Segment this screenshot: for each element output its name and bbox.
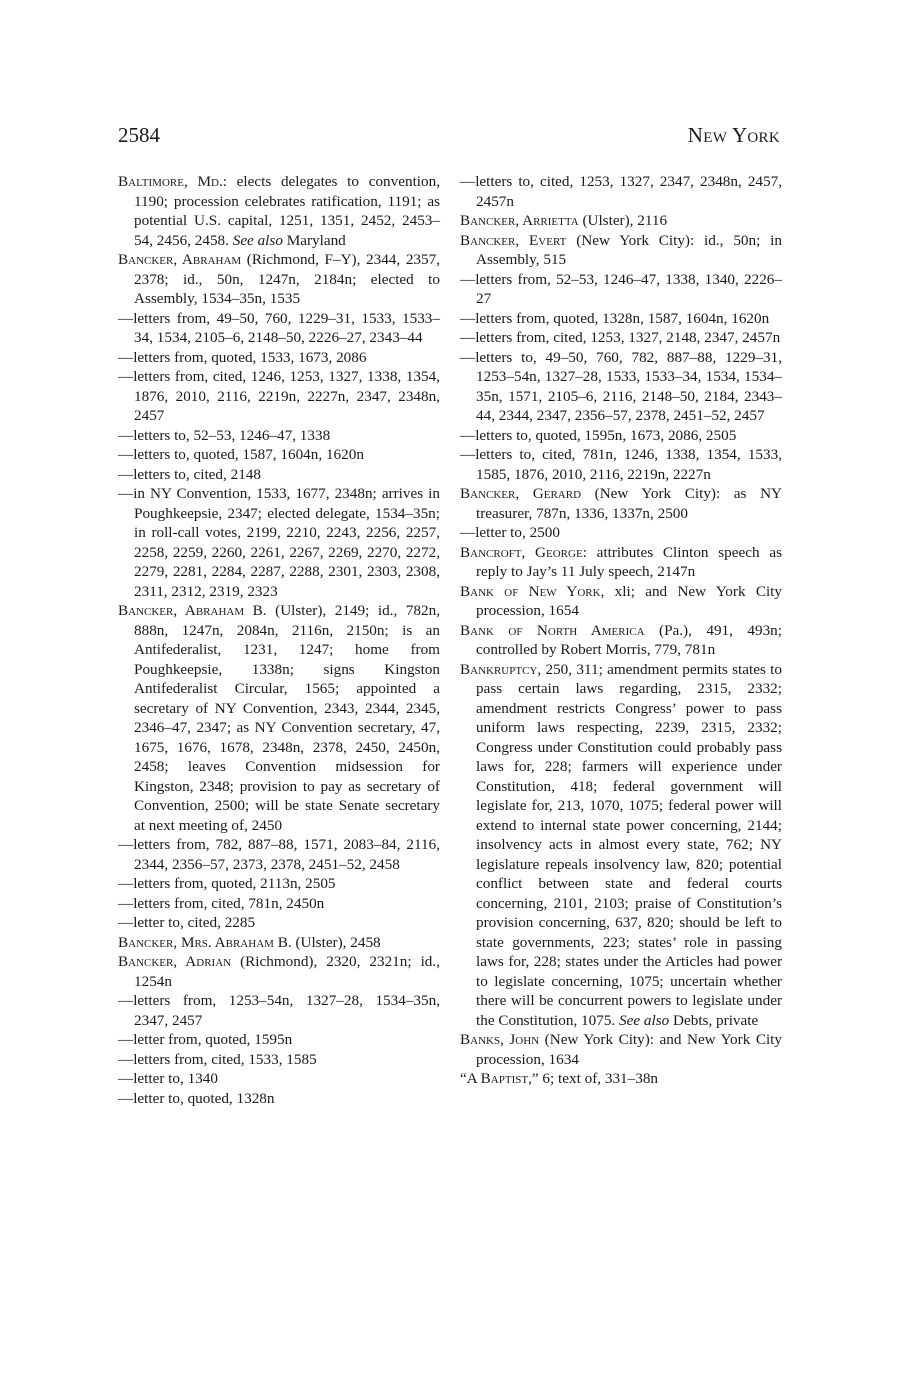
- entry-heading: Bancroft, George: [460, 543, 583, 561]
- index-subentry: [118, 874, 440, 894]
- entry-locators: —letter to, 2500: [460, 524, 560, 541]
- index-entry: [460, 582, 782, 621]
- index-entry: [118, 933, 440, 953]
- entry-locators: —letters to, 52–53, 1246–47, 1338: [118, 426, 331, 444]
- entry-locators: (New York City): as NY treasurer, 787n, 1336, 1337n, 2500: [476, 485, 783, 522]
- entry-locators: (Ulster), 2149; id., 782n, 888n, 1247n, 2084n, 2116n, 2150n; is an Antifederalist, 1231, 1247; home from Poughkeepsie, 1338n; signs Kingston Antifederalist Circular, 1565; appointed a secretary of NY Convention, 2343, 2344, 2345, 2346–47, 2347; as NY Convention secretary, 47, 1675, 1676, 1678, 2348n, 2378, 2450, 2450n, 2458; leaves Convention midsession for Kingston, 2348; provision to pay as secretary of Convention, 2500; will be state Senate secretary at next meeting of, 2450: [134, 602, 440, 834]
- page-number: 2584: [118, 123, 160, 147]
- index-entry: [460, 660, 782, 1031]
- index-subentry: [118, 367, 440, 426]
- entry-locators: (Ulster), 2458: [291, 933, 381, 951]
- entry-locators: —letters from, cited, 781n, 2450n: [118, 894, 325, 912]
- index-subentry: [460, 328, 782, 348]
- entry-heading: Bancker, Abraham: [118, 251, 242, 268]
- entry-prefix: “: [460, 1070, 467, 1087]
- index-subentry: [118, 1030, 440, 1050]
- entry-locators: —letters from, 782, 887–88, 1571, 2083–84, 2116, 2344, 2356–57, 2373, 2378, 2451–52, 2458: [118, 836, 440, 873]
- index-subentry: [118, 991, 440, 1030]
- entry-locators: (Richmond), 2320, 2321n; id., 1254n: [134, 953, 440, 990]
- entry-locators: —letters from, cited, 1246, 1253, 1327, 1338, 1354, 1876, 2010, 2116, 2219n, 2227n, 2347, 2348n, 2457: [118, 368, 440, 424]
- index-subentry: [118, 445, 440, 465]
- entry-heading: Banks, John: [460, 1031, 540, 1048]
- entry-locators: (New York City): and New York City procession, 1634: [476, 1031, 782, 1068]
- entry-heading: Bankruptcy: [460, 660, 538, 678]
- entry-locators: , 250, 311; amendment permits states to pass certain laws regarding, 2315, 2332; amendment restricts Congress’ power to pass uniform laws respecting, 2239, 2315, 2332; Congress under Constitution could probably pass laws for, 228; farmers will experience under Constitution, 418; federal government will legislate for, 213, 1070, 1075; federal power will extend to internal state power concerning, 2144; insolvency acts in almost every state, 762; NY legislature repeals insolvency law, 820; potential conflict between state and federal courts concerning, 2101, 2103; praise of Constitution’s provision concerning, 637, 820; should be left to state governments, 223; states’ role in passing laws for, 228; states under the Articles had power to legislate concerning, 1075; uncertain whether there will be concurrent powers to legislate under the Constitution, 1075.: [476, 660, 782, 1029]
- entry-locators: —letters to, cited, 2148: [118, 465, 261, 483]
- entry-locators: —in NY Convention, 1533, 1677, 2348n; arrives in Poughkeepsie, 2347; elected delegate, 1534–35n; in roll-call votes, 2199, 2210, 2243, 2256, 2257, 2258, 2259, 2260, 2261, 2267, 2269, 2270, 2272, 2279, 2281, 2284, 2287, 2288, 2301, 2303, 2308, 2311, 2312, 2319, 2323: [118, 485, 440, 600]
- index-subentry: [460, 270, 782, 309]
- entry-heading: Bancker, Gerard: [460, 485, 582, 502]
- entry-heading: Bancker, Adrian: [118, 953, 232, 970]
- index-subentry: [460, 309, 782, 329]
- entry-locators: (Ulster), 2116: [578, 212, 668, 229]
- entry-locators: —letters to, 49–50, 760, 782, 887–88, 1229–31, 1253–54n, 1327–28, 1533, 1533–34, 1534, 1534–35n, 1571, 2105–6, 2116, 2148–50, 2184, 2343–44, 2344, 2347, 2356–57, 2378, 2451–52, 2457: [460, 348, 782, 424]
- entry-locators: : attributes Clinton speech as reply to Jay’s 11 July speech, 2147n: [476, 543, 782, 580]
- entry-heading: Bank of New York: [460, 582, 601, 600]
- entry-heading: Bank of North America: [460, 621, 645, 639]
- entry-heading: Bancker, Evert: [460, 231, 567, 249]
- entry-locators: —letters from, quoted, 2113n, 2505: [118, 875, 336, 892]
- entry-locators: : elects delegates to convention, 1190; procession celebrates ratification, 1191; as potential U.S. capital, 1251, 1351, 2452, 2453–54, 2456, 2458.: [134, 173, 440, 249]
- index-subentry: [118, 1050, 440, 1070]
- index-entry: [118, 952, 440, 991]
- index-subentry: [460, 426, 782, 446]
- entry-locators: —letter from, quoted, 1595n: [118, 1031, 293, 1048]
- index-subentry: [118, 426, 440, 446]
- see-also-reference: See also: [619, 1011, 670, 1029]
- index-subentry: [118, 1089, 440, 1109]
- entry-heading: Bancker, Abraham B.: [118, 602, 267, 619]
- index-subentry: [118, 894, 440, 914]
- index-entry: [118, 172, 440, 250]
- entry-locators: —letters from, cited, 1533, 1585: [118, 1050, 317, 1068]
- index-subentry: [118, 348, 440, 368]
- index-subentry: [118, 484, 440, 601]
- cross-reference-target: Debts, private: [669, 1011, 759, 1029]
- entry-locators: —letter to, quoted, 1328n: [118, 1089, 275, 1107]
- entry-locators: —letters to, cited, 781n, 1246, 1338, 1354, 1533, 1585, 1876, 2010, 2116, 2219n, 2227n: [460, 446, 782, 483]
- index-subentry: [460, 172, 782, 211]
- index-entry: [460, 1030, 782, 1069]
- index-subentry: [118, 309, 440, 348]
- entry-locators: , xli; and New York City procession, 1654: [476, 582, 782, 619]
- index-entry: [118, 250, 440, 309]
- entry-locators: (New York City): id., 50n; in Assembly, 515: [476, 231, 782, 268]
- index-subentry: [118, 913, 440, 933]
- entry-locators: —letters from, 49–50, 760, 1229–31, 1533, 1533–34, 1534, 2105–6, 2148–50, 2226–27, 2343–44: [118, 309, 440, 346]
- entry-locators: —letters to, quoted, 1587, 1604n, 1620n: [118, 446, 364, 463]
- entry-heading: A Baptist: [466, 1070, 529, 1087]
- index-entry: [460, 1069, 782, 1089]
- index-column-left: [118, 172, 440, 1108]
- entry-heading: Bancker, Arrietta: [460, 212, 579, 229]
- entry-locators: —letters from, quoted, 1328n, 1587, 1604n, 1620n: [460, 309, 770, 327]
- index-entry: [460, 543, 782, 582]
- index-column-right: [460, 172, 782, 1089]
- index-subentry: [460, 523, 782, 543]
- index-entry: [460, 211, 782, 231]
- entry-locators: —letter to, 1340: [118, 1070, 218, 1087]
- entry-locators: (Pa.), 491, 493n; controlled by Robert Morris, 779, 781n: [476, 621, 782, 658]
- index-subentry: [460, 445, 782, 484]
- running-title: New York: [687, 123, 780, 147]
- index-entry: [460, 621, 782, 660]
- entry-heading: Bancker, Mrs. Abraham B.: [118, 933, 292, 951]
- entry-locators: ,” 6; text of, 331–38n: [528, 1070, 659, 1087]
- entry-heading: Baltimore, Md.: [118, 173, 223, 190]
- index-entry: [460, 484, 782, 523]
- entry-locators: —letters from, 52–53, 1246–47, 1338, 1340, 2226–27: [460, 270, 782, 307]
- entry-locators: —letter to, cited, 2285: [118, 914, 256, 931]
- see-also-reference: See also: [232, 231, 283, 249]
- entry-locators: —letters to, cited, 1253, 1327, 2347, 2348n, 2457, 2457n: [460, 173, 782, 210]
- index-subentry: [118, 465, 440, 485]
- index-subentry: [118, 1069, 440, 1089]
- index-subentry: [460, 348, 782, 426]
- index-entry: [118, 601, 440, 835]
- index-entry: [460, 231, 782, 270]
- entry-locators: (Richmond, F–Y), 2344, 2357, 2378; id., 50n, 1247n, 2184n; elected to Assembly, 1534–35n, 1535: [134, 251, 440, 307]
- entry-locators: —letters to, quoted, 1595n, 1673, 2086, 2505: [460, 426, 737, 444]
- entry-locators: —letters from, cited, 1253, 1327, 2148, 2347, 2457n: [460, 329, 781, 346]
- entry-locators: —letters from, quoted, 1533, 1673, 2086: [118, 348, 367, 366]
- cross-reference-target: Maryland: [282, 231, 346, 249]
- entry-locators: —letters from, 1253–54n, 1327–28, 1534–35n, 2347, 2457: [118, 992, 440, 1029]
- index-subentry: [118, 835, 440, 874]
